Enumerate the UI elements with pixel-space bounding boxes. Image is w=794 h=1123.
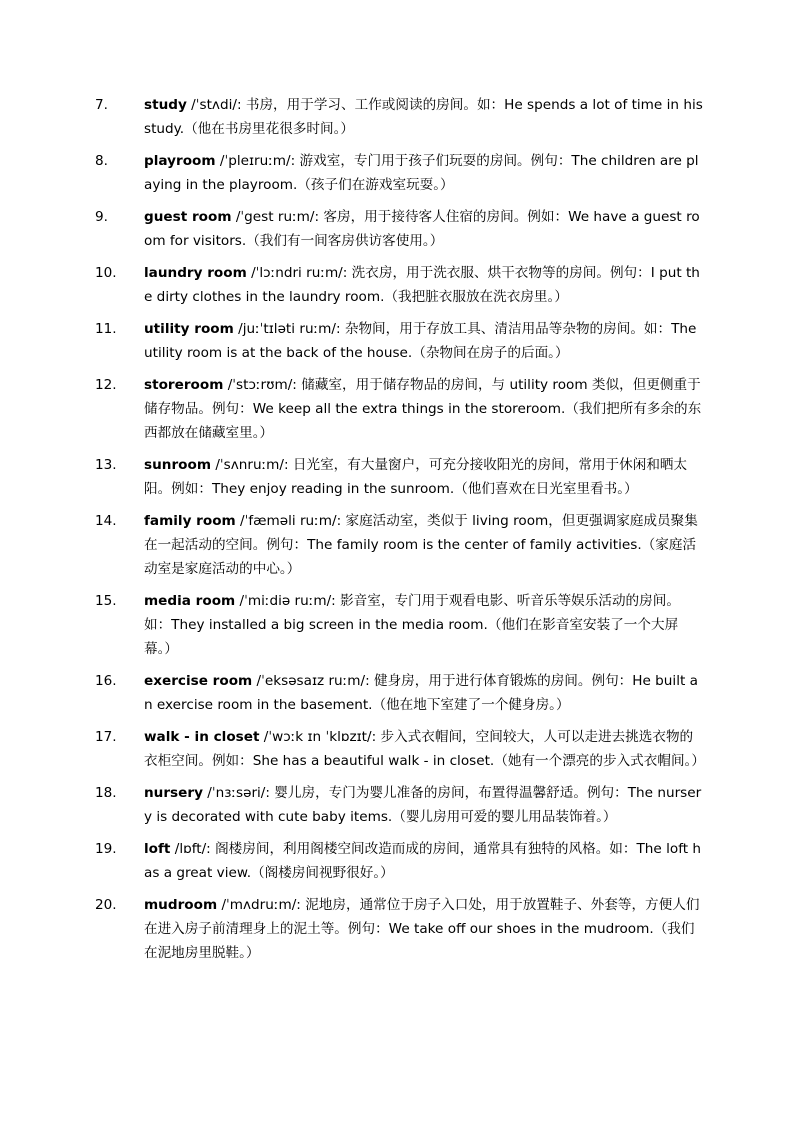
entry-definition: 客房，用于接待客人住宿的房间。例如：We have a guest room for visitors.（我们有一间客房供访客使用。）: [144, 209, 700, 249]
entry-phonetic: /ˈmʌdruːm/:: [217, 897, 301, 913]
vocabulary-entry: [95, 589, 705, 661]
entry-phonetic: /ˈmiːdiə ruːm/:: [235, 593, 336, 609]
vocabulary-entry: [95, 669, 705, 717]
entry-term: guest room: [144, 209, 232, 225]
entry-number: 18.: [95, 785, 117, 801]
entry-term: sunroom: [144, 457, 211, 473]
vocabulary-entry: [95, 149, 705, 197]
entry-number: 7.: [95, 97, 108, 113]
entry-term: nursery: [144, 785, 203, 801]
entry-number: 13.: [95, 457, 117, 473]
entry-number: 14.: [95, 513, 117, 529]
entry-number: 17.: [95, 729, 117, 745]
entry-number: 19.: [95, 841, 117, 857]
entry-definition: 家庭活动室，类似于 living room，但更强调家庭成员聚集在一起活动的空间。例句：The family room is the center of family activities.（家庭活动室是家庭活动的中心。）: [144, 513, 698, 577]
entry-definition: 游戏室，专门用于孩子们玩耍的房间。例句：The children are playing in the playroom.（孩子们在游戏室玩耍。）: [144, 153, 699, 193]
entry-phonetic: /ˈsʌnruːm/:: [211, 457, 289, 473]
entry-term: laundry room: [144, 265, 247, 281]
vocabulary-entry: [95, 317, 705, 365]
vocabulary-list: [95, 93, 705, 973]
entry-definition: 杂物间，用于存放工具、清洁用品等杂物的房间。如：The utility room is at the back of the house.（杂物间在房子的后面。）: [144, 321, 697, 361]
entry-definition: 储藏室，用于储存物品的房间，与 utility room 类似，但更侧重于储存物品。例句：We keep all the extra things in the storeroom.（我们把所有多余的东西都放在储藏室里。）: [144, 377, 702, 441]
entry-phonetic: /ˈpleɪruːm/:: [215, 153, 296, 169]
entry-phonetic: /ˈstʌdi/:: [186, 97, 242, 113]
entry-phonetic: /ˈfæməli ruːm/:: [235, 513, 342, 529]
entry-term: playroom: [144, 153, 216, 169]
entry-phonetic: /lɒft/:: [170, 841, 211, 857]
entry-definition: 日光室，有大量窗户，可充分接收阳光的房间，常用于休闲和晒太阳。例如：They enjoy reading in the sunroom.（他们喜欢在日光室里看书。）: [144, 457, 688, 497]
entry-definition: 洗衣房，用于洗衣服、烘干衣物等的房间。例句：I put the dirty clothes in the laundry room.（我把脏衣服放在洗衣房里。）: [144, 265, 700, 305]
entry-phonetic: /ˈeksəsaɪz ruːm/:: [252, 673, 370, 689]
entry-phonetic: /ˈstɔːrʊm/:: [223, 377, 297, 393]
entry-definition: 健身房，用于进行体育锻炼的房间。例句：He built an exercise room in the basement.（他在地下室建了一个健身房。）: [144, 673, 698, 713]
entry-number: 16.: [95, 673, 117, 689]
vocabulary-entry: [95, 725, 705, 773]
vocabulary-entry: [95, 93, 705, 141]
entry-term: walk - in closet: [144, 729, 260, 745]
entry-term: exercise room: [144, 673, 253, 689]
vocabulary-entry: [95, 261, 705, 309]
entry-definition: 泥地房，通常位于房子入口处，用于放置鞋子、外套等，方便人们在进入房子前清理身上的泥土等。例句：We take off our shoes in the mudroom.（我们在泥地房里脱鞋。）: [144, 897, 700, 961]
entry-phonetic: /ˈlɔːndri ruːm/:: [246, 265, 348, 281]
entry-number: 20.: [95, 897, 117, 913]
vocabulary-entry: [95, 837, 705, 885]
entry-term: study: [144, 97, 187, 113]
entry-number: 12.: [95, 377, 117, 393]
entry-term: family room: [144, 513, 236, 529]
vocabulary-entry: [95, 781, 705, 829]
vocabulary-entry: [95, 373, 705, 445]
entry-number: 8.: [95, 153, 108, 169]
vocabulary-entry: [95, 205, 705, 253]
entry-definition: 婴儿房，专门为婴儿准备的房间，布置得温馨舒适。例句：The nursery is decorated with cute baby items.（婴儿房用可爱的婴儿用品装饰着。）: [144, 785, 702, 825]
entry-number: 15.: [95, 593, 117, 609]
entry-number: 9.: [95, 209, 108, 225]
entry-term: storeroom: [144, 377, 224, 393]
entry-definition: 步入式衣帽间，空间较大，人可以走进去挑选衣物的衣柜空间。例如：She has a beautiful walk - in closet.（她有一个漂亮的步入式衣帽间。）: [144, 729, 705, 769]
entry-term: mudroom: [144, 897, 218, 913]
entry-definition: 影音室，专门用于观看电影、听音乐等娱乐活动的房间。如：They installed a big screen in the media room.（他们在影音室安装了一个大屏幕。）: [144, 593, 680, 657]
vocabulary-entry: [95, 893, 705, 965]
entry-term: utility room: [144, 321, 234, 337]
entry-definition: 阁楼房间，利用阁楼空间改造而成的房间，通常具有独特的风格。如：The loft has a great view.（阁楼房间视野很好。）: [144, 841, 702, 881]
entry-definition: 书房，用于学习、工作或阅读的房间。如：He spends a lot of time in his study.（他在书房里花很多时间。）: [144, 97, 703, 137]
entry-number: 11.: [95, 321, 117, 337]
entry-number: 10.: [95, 265, 117, 281]
entry-term: media room: [144, 593, 236, 609]
entry-term: loft: [144, 841, 171, 857]
entry-phonetic: /ˈgest ruːm/:: [231, 209, 320, 225]
entry-phonetic: /juːˈtɪləti ruːm/:: [233, 321, 341, 337]
vocabulary-entry: [95, 509, 705, 581]
vocabulary-entry: [95, 453, 705, 501]
entry-phonetic: /ˈwɔːk ɪn ˈklɒzɪt/:: [259, 729, 377, 745]
entry-phonetic: /ˈnɜːsəri/:: [202, 785, 270, 801]
